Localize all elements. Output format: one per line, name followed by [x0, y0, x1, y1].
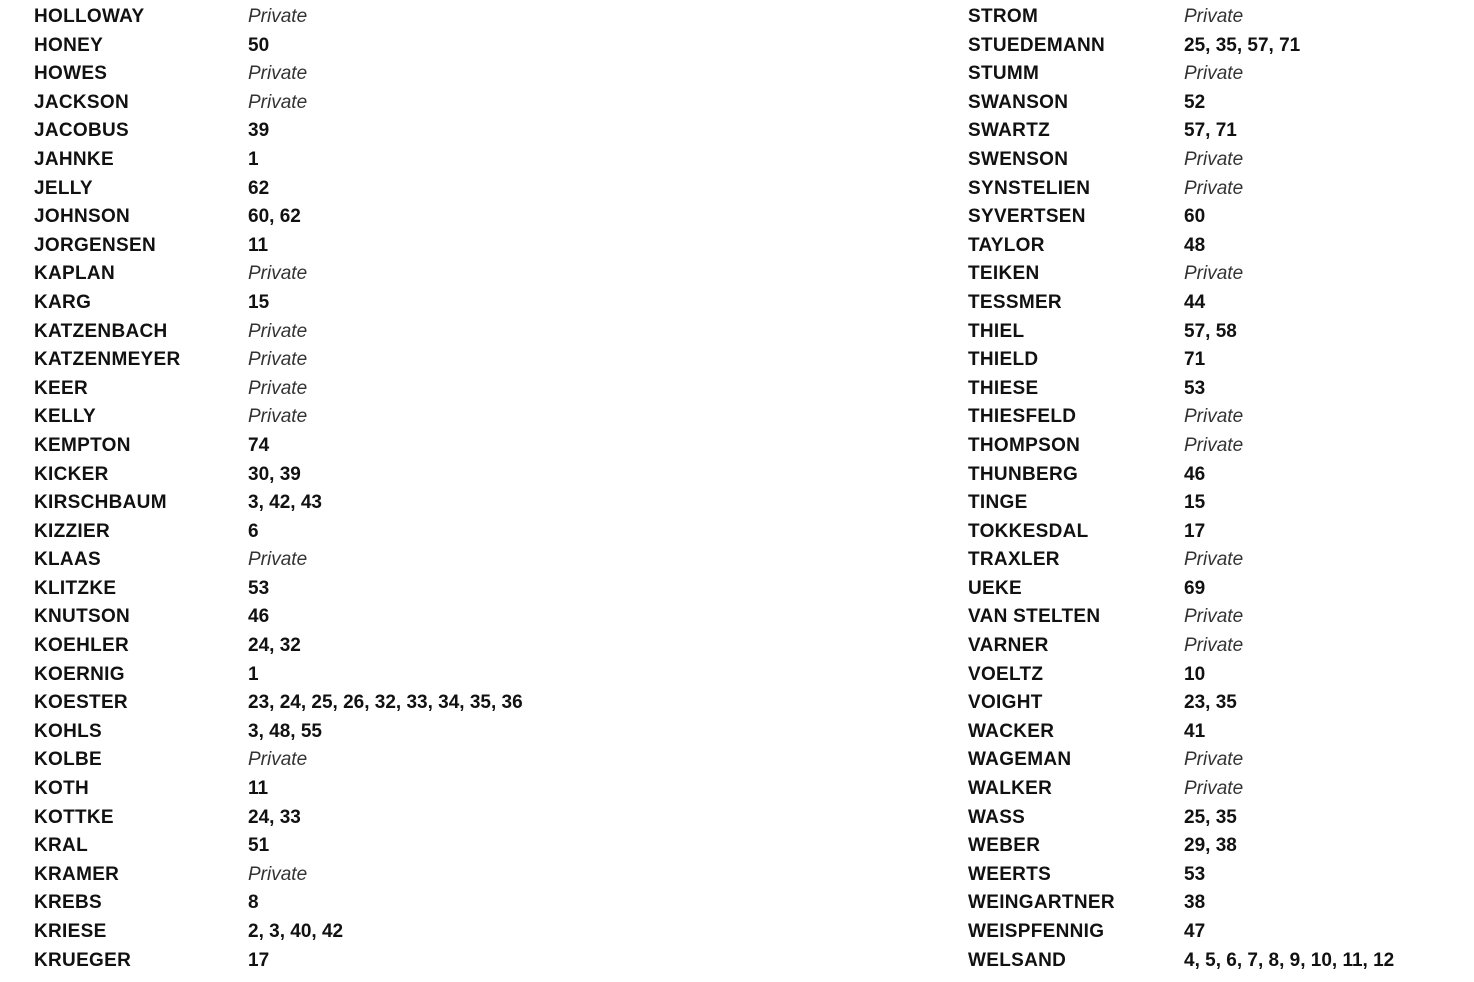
- page-references: 53: [1184, 377, 1206, 399]
- surname-text: THUNBERG: [968, 463, 1079, 485]
- page-references: 50: [248, 34, 270, 56]
- page-references: Private: [248, 63, 308, 85]
- surname-text: WEERTS: [968, 863, 1052, 885]
- surname-text: KOEHLER: [34, 635, 129, 657]
- surname-text: KRUEGER: [34, 949, 132, 971]
- surname-text: JOHNSON: [34, 206, 131, 228]
- page-references: Private: [1184, 549, 1244, 571]
- page-references: 71: [1184, 349, 1206, 371]
- surname-text: TINGE: [968, 492, 1028, 514]
- surname-text: VOELTZ: [968, 663, 1044, 685]
- surname-text: KREBS: [34, 892, 103, 914]
- surname-text: KATZENMEYER: [34, 349, 181, 371]
- page-references: 8: [248, 892, 259, 914]
- surname-text: KRAMER: [34, 863, 120, 885]
- surname-text: KRAL: [34, 835, 88, 857]
- surname-text: THIESE: [968, 377, 1039, 399]
- page-references: Private: [1184, 148, 1244, 170]
- surname-text: TESSMER: [968, 291, 1062, 313]
- surname-text: KAPLAN: [34, 263, 115, 285]
- surname-text: WEINGARTNER: [968, 892, 1115, 914]
- page-references: 3, 48, 55: [248, 720, 322, 742]
- surname-text: KLITZKE: [34, 577, 117, 599]
- surname-text: JACKSON: [34, 91, 130, 113]
- surname-text: THIELD: [968, 349, 1039, 371]
- page-references: Private: [1184, 606, 1244, 628]
- page-references: Private: [248, 749, 308, 771]
- surname-text: STUEDEMANN: [968, 34, 1106, 56]
- page-references: Private: [1184, 749, 1244, 771]
- page-references: 60: [1184, 206, 1206, 228]
- page-references: 41: [1184, 720, 1206, 742]
- page-references: 47: [1184, 921, 1206, 942]
- surname-text: KARG: [34, 291, 92, 313]
- surname-text: THOMPSON: [968, 434, 1081, 456]
- page-references: 57, 58: [1184, 320, 1237, 342]
- page-references: 30, 39: [248, 463, 301, 485]
- surname-text: JAHNKE: [34, 148, 114, 170]
- page-references: Private: [248, 320, 308, 342]
- surname-text: HOLLOWAY: [34, 6, 145, 27]
- page-references: 11: [248, 778, 269, 800]
- page-references: 38: [1184, 892, 1206, 914]
- surname-text: TEIKEN: [968, 263, 1040, 285]
- surname-text: SWANSON: [968, 91, 1069, 113]
- surname-text: VARNER: [968, 635, 1049, 657]
- page-references: 57, 71: [1184, 120, 1237, 142]
- surname-text: SYNSTELIEN: [968, 177, 1091, 199]
- page-references: Private: [248, 263, 308, 285]
- surname-text: KIZZIER: [34, 520, 110, 542]
- page-references: 17: [1184, 520, 1206, 542]
- page-references: 15: [248, 291, 270, 313]
- page-references: 51: [248, 835, 270, 857]
- page-references: 24, 32: [248, 635, 301, 657]
- surname-text: KOERNIG: [34, 663, 125, 685]
- page-references: Private: [1184, 6, 1244, 27]
- page-references: 25, 35: [1184, 806, 1237, 828]
- surname-text: KELLY: [34, 406, 97, 428]
- surname-text: JORGENSEN: [34, 234, 157, 256]
- surname-text: SYVERTSEN: [968, 206, 1086, 228]
- surname-text: KIRSCHBAUM: [34, 492, 167, 514]
- page-references: 74: [248, 434, 270, 456]
- page-references: Private: [1184, 434, 1244, 456]
- page-references: 1: [248, 148, 259, 170]
- surname-text: THIESFELD: [968, 406, 1077, 428]
- surname-text: WEISPFENNIG: [968, 921, 1105, 942]
- page-references: 3, 42, 43: [248, 492, 322, 514]
- page-references: 11: [248, 234, 269, 256]
- page-references: Private: [1184, 177, 1244, 199]
- page-references: Private: [1184, 263, 1244, 285]
- surname-text: UEKE: [968, 577, 1022, 599]
- surname-text: THIEL: [968, 320, 1025, 342]
- page-references: 24, 33: [248, 806, 301, 828]
- page-references: Private: [1184, 406, 1244, 428]
- surname-text: STROM: [968, 6, 1039, 27]
- page-references: Private: [248, 549, 308, 571]
- surname-text: SWARTZ: [968, 120, 1051, 142]
- page-references: 53: [248, 577, 270, 599]
- page-references: 69: [1184, 577, 1206, 599]
- page-references: Private: [248, 6, 308, 27]
- surname-text: KEMPTON: [34, 434, 131, 456]
- page-references: 6: [248, 520, 259, 542]
- page-references: 29, 38: [1184, 835, 1237, 857]
- page-references: 25, 35, 57, 71: [1184, 34, 1301, 56]
- page-references: 52: [1184, 91, 1206, 113]
- surname-text: KOTH: [34, 778, 90, 800]
- page-references: 48: [1184, 234, 1206, 256]
- page-references: Private: [1184, 778, 1244, 800]
- surname-text: KOLBE: [34, 749, 102, 771]
- page-references: 62: [248, 177, 270, 199]
- page-references: Private: [1184, 63, 1244, 85]
- page-references: 23, 24, 25, 26, 32, 33, 34, 35, 36: [248, 692, 523, 714]
- surname-text: KEER: [34, 377, 88, 399]
- page-references: 1: [248, 663, 259, 685]
- surname-text: JACOBUS: [34, 120, 130, 142]
- surname-text: KNUTSON: [34, 606, 131, 628]
- surname-text: WELSAND: [968, 949, 1067, 971]
- page-references: Private: [1184, 635, 1244, 657]
- page-references: Private: [248, 377, 308, 399]
- surname-text: TOKKESDAL: [968, 520, 1089, 542]
- surname-text: KATZENBACH: [34, 320, 168, 342]
- page-references: 4, 5, 6, 7, 8, 9, 10, 11, 12: [1184, 949, 1395, 971]
- surname-text: TRAXLER: [968, 549, 1060, 571]
- page-references: 46: [1184, 463, 1206, 485]
- surname-text: KICKER: [34, 463, 109, 485]
- surname-text: SWENSON: [968, 148, 1069, 170]
- page-references: 60, 62: [248, 206, 301, 228]
- page-references: Private: [248, 349, 308, 371]
- surname-text: WASS: [968, 806, 1026, 828]
- page-references: 17: [248, 949, 270, 971]
- page-references: 15: [1184, 492, 1206, 514]
- page-references: Private: [248, 863, 308, 885]
- surname-text: KOTTKE: [34, 806, 114, 828]
- page-references: 10: [1184, 663, 1206, 685]
- page-references: 23, 35: [1184, 692, 1237, 714]
- surname-text: STUMM: [968, 63, 1040, 85]
- page-references: 53: [1184, 863, 1206, 885]
- surname-text: WEBER: [968, 835, 1041, 857]
- surname-text: WAGEMAN: [968, 749, 1072, 771]
- surname-text: KOHLS: [34, 720, 102, 742]
- surname-text: WALKER: [968, 778, 1053, 800]
- surname-text: HOWES: [34, 63, 108, 85]
- surname-text: JELLY: [34, 177, 93, 199]
- surname-text: VAN STELTEN: [968, 606, 1101, 628]
- page-references: Private: [248, 91, 308, 113]
- surname-text: KOESTER: [34, 692, 128, 714]
- page-references: 2, 3, 40, 42: [248, 921, 344, 942]
- page-references: 39: [248, 120, 270, 142]
- page-references: 44: [1184, 291, 1206, 313]
- surname-text: VOIGHT: [968, 692, 1043, 714]
- page-references: Private: [248, 406, 308, 428]
- surname-text: HONEY: [34, 34, 104, 56]
- surname-text: KRIESE: [34, 921, 107, 942]
- surname-text: KLAAS: [34, 549, 101, 571]
- surname-text: WACKER: [968, 720, 1055, 742]
- page-references: 46: [248, 606, 270, 628]
- surname-text: TAYLOR: [968, 234, 1045, 256]
